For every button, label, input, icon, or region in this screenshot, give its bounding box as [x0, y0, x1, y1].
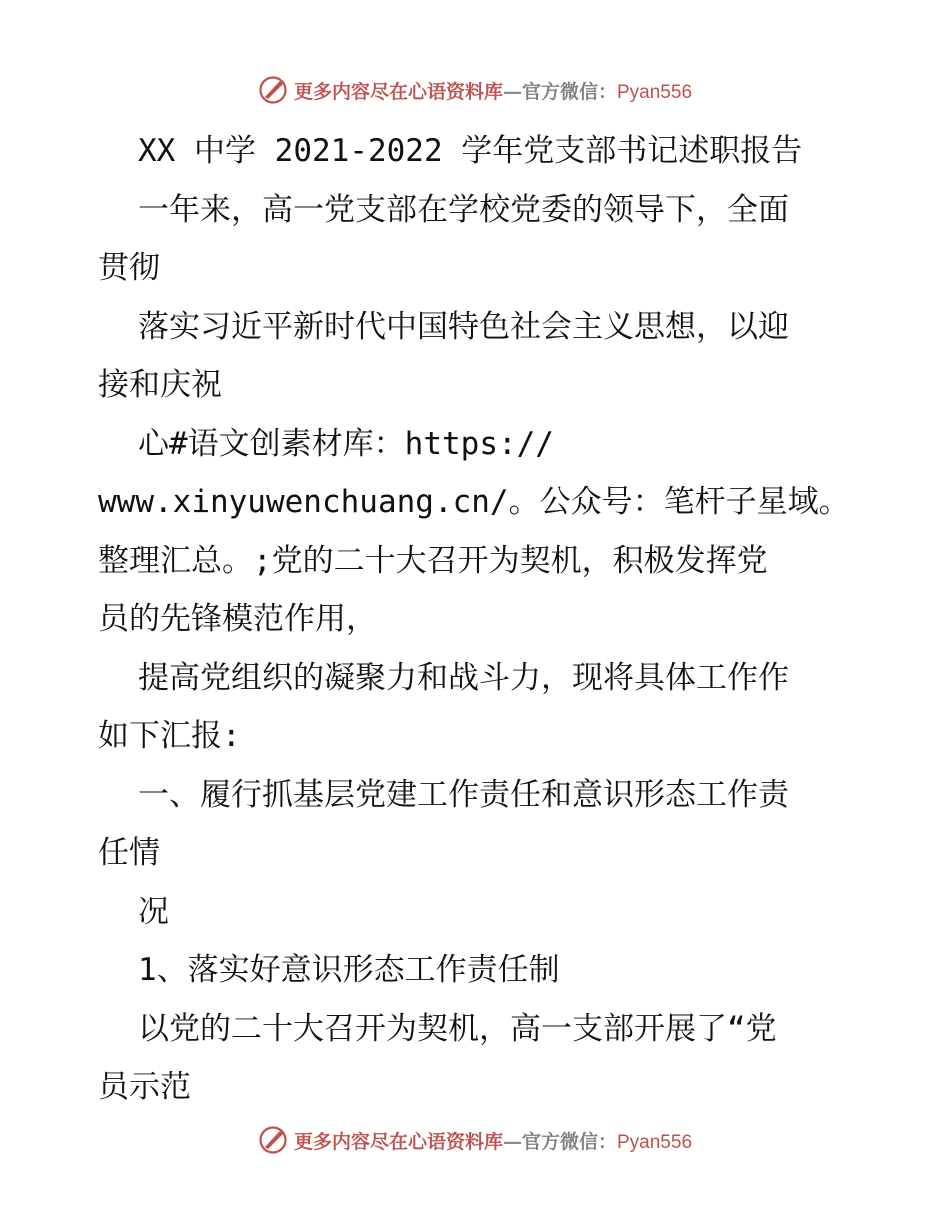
document-title: XX 中学 2021-2022 学年党支部书记述职报告	[138, 133, 803, 169]
text-line: 况	[138, 893, 169, 930]
footer-watermark	[0, 1120, 950, 1160]
text-line: 任情	[98, 835, 160, 871]
section-heading: 一、履行抓基层党建工作责任和意识形态工作责	[138, 776, 789, 813]
pen-logo-icon	[258, 75, 288, 105]
watermark-wechat-id: Pyan556	[617, 81, 693, 103]
watermark-separator: —	[502, 1130, 522, 1153]
subsection-heading: 1、落实好意识形态工作责任制	[138, 952, 560, 988]
text-line: 接和庆祝	[98, 367, 222, 403]
watermark-main-text: 更多内容尽在心语资料库	[293, 1130, 503, 1153]
watermark-text	[294, 1127, 692, 1154]
pen-logo-icon	[258, 1125, 288, 1155]
text-line: 落实习近平新时代中国特色社会主义思想，以迎	[138, 308, 789, 345]
text-line: www.xinyuwenchuang.cn/。公众号：笔杆子星域。	[98, 484, 850, 520]
text-line: 如下汇报:	[98, 718, 241, 754]
watermark-main-text: 更多内容尽在心语资料库	[293, 80, 503, 103]
text-line: 心#语文创素材库：https://	[138, 425, 554, 462]
text-line: 贯彻	[98, 250, 160, 286]
text-line: 以党的二十大召开为契机，高一支部开展了“党	[138, 1010, 777, 1047]
watermark-label: 官方微信：	[521, 80, 617, 103]
text-line: 提高党组织的凝聚力和战斗力，现将具体工作作	[138, 659, 789, 696]
watermark-text	[294, 77, 692, 104]
watermark-separator: —	[502, 80, 522, 103]
document-body	[98, 122, 858, 1117]
watermark-wechat-id: Pyan556	[617, 1131, 693, 1153]
text-line: 整理汇总。;党的二十大召开为契机，积极发挥党	[98, 542, 768, 579]
text-line: 一年来，高一党支部在学校党委的领导下，全面	[138, 191, 789, 228]
header-watermark	[0, 70, 950, 110]
text-line: 员示范	[98, 1069, 191, 1105]
watermark-label: 官方微信：	[521, 1130, 617, 1153]
text-line: 员的先锋模范作用，	[98, 601, 377, 637]
